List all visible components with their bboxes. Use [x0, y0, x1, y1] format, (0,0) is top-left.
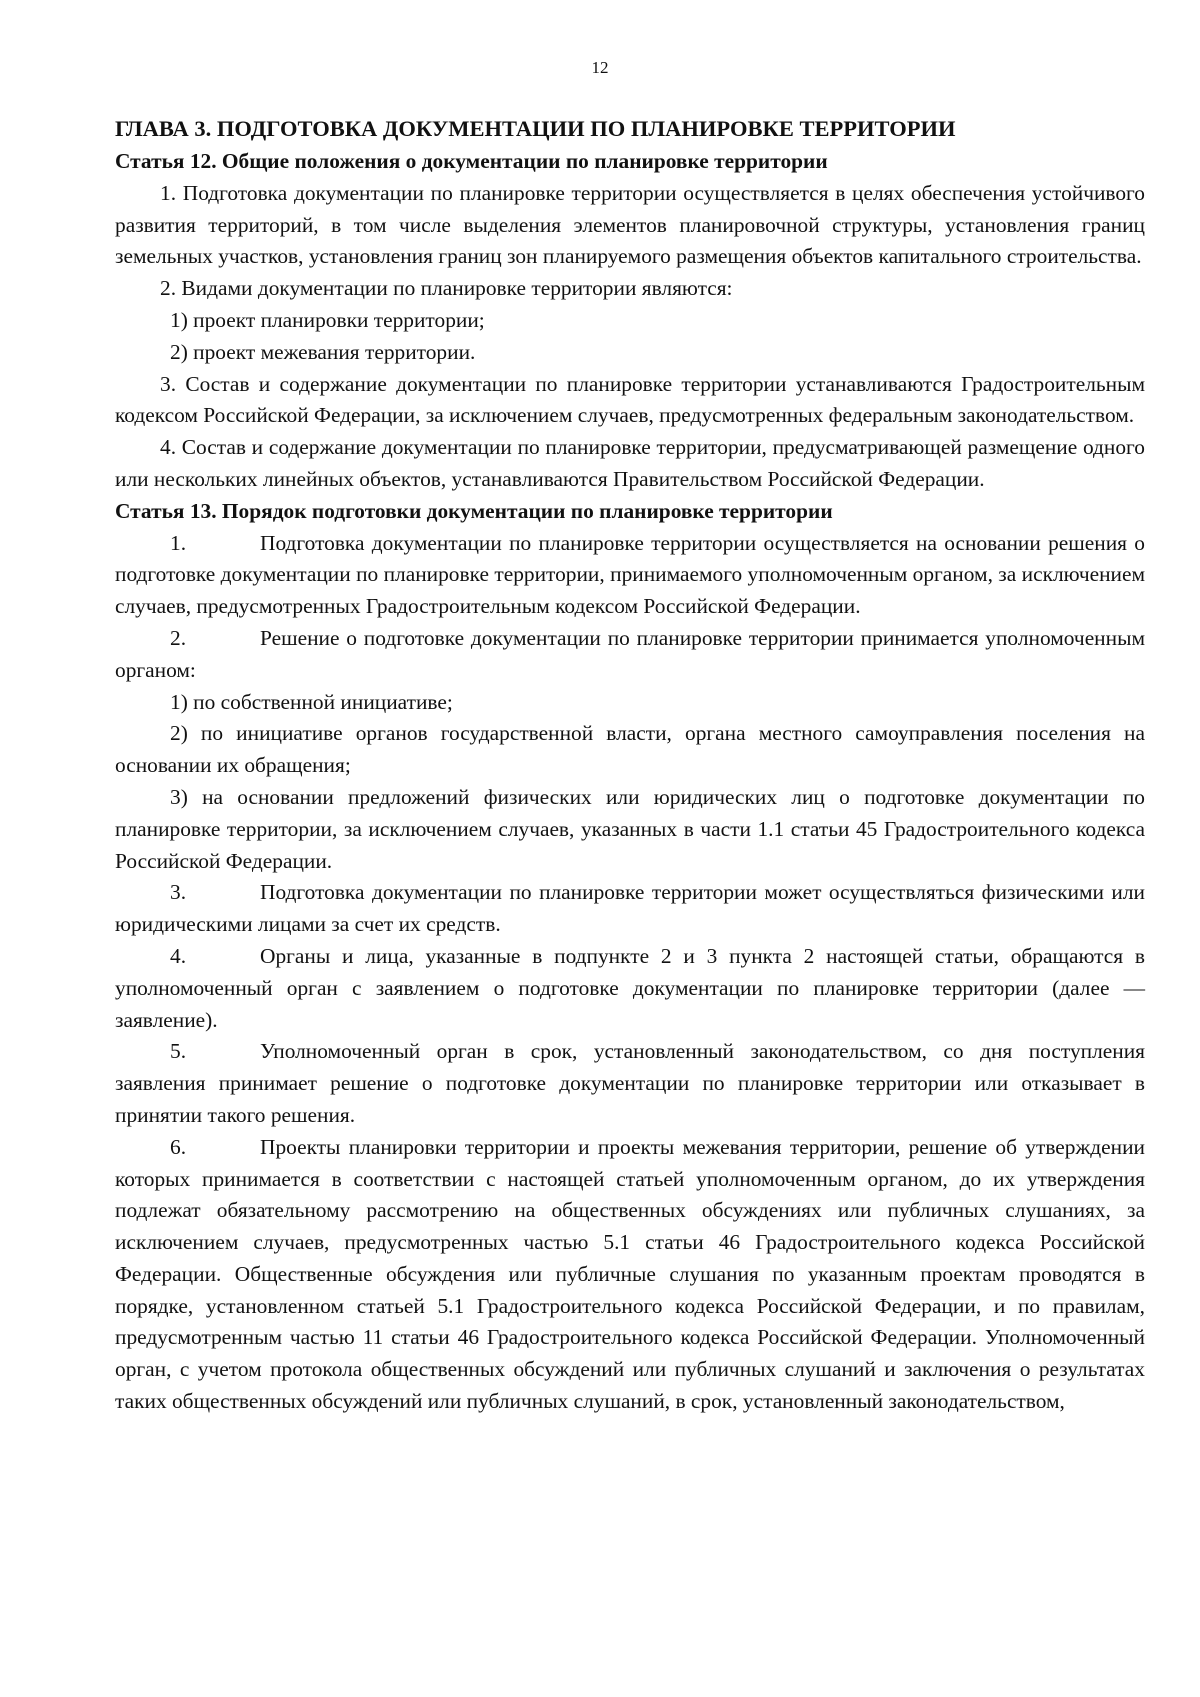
article-12-title: Статья 12. Общие положения о документации по планировке территории: [115, 149, 828, 173]
article-12-list-item-2: 2) проект межевания территории.: [170, 339, 476, 364]
paragraph-number: 6.: [170, 1134, 187, 1159]
paragraph-number: 5.: [170, 1039, 187, 1064]
article-12-paragraph-1: 1. Подготовка документации по планировке территории осуществляется в целях обеспечения устойчивого развития территорий, в том числе выделения элементов планировочной структуры, установления границ земельных участков, установления границ зон планируемого размещения объектов капитального строительства.: [115, 180, 1145, 269]
article-13-paragraph-6: [115, 1132, 1145, 1418]
paragraph-number: 2.: [170, 625, 187, 650]
paragraph-number: 3.: [170, 880, 187, 905]
paragraph-text: Подготовка документации по планировке территории может осуществляться физическими или юридическими лицами за счет их средств.: [115, 880, 1145, 937]
article-13-paragraph-3: [115, 877, 1145, 941]
article-13-paragraph-4: [115, 941, 1145, 1036]
article-12-paragraph-3: 3. Состав и содержание документации по планировке территории устанавливаются Градостроительным кодексом Российской Федерации, за исключением случаев, предусмотренных федеральным законодательством.: [115, 371, 1145, 428]
article-12-paragraph-2: 2. Видами документации по планировке территории являются:: [160, 276, 733, 301]
article-13-list-item-2: 2) по инициативе органов государственной власти, органа местного самоуправления поселения на основании их обращения;: [115, 721, 1145, 778]
article-13-list-item-1: 1) по собственной инициативе;: [170, 689, 453, 714]
paragraph-number: 1.: [170, 530, 187, 555]
article-13-paragraph-2: [115, 623, 1145, 687]
article-13-paragraph-5: [115, 1036, 1145, 1131]
article-13-title: Статья 13. Порядок подготовки документации по планировке территории: [115, 498, 833, 523]
paragraph-text: Решение о подготовке документации по планировке территории принимается уполномоченным органом:: [115, 625, 1145, 682]
article-12-paragraph-4: 4. Состав и содержание документации по планировке территории, предусматривающей размещение одного или нескольких линейных объектов, устанавливаются Правительством Российской Федерации.: [115, 435, 1145, 491]
paragraph-text: Уполномоченный орган в срок, установленный законодательством, со дня поступления заявления принимает решение о подготовке документации по планировке территории или отказывает в принятии такого решения.: [115, 1039, 1145, 1127]
page-number: 12: [591, 58, 609, 77]
chapter-title: ГЛАВА 3. ПОДГОТОВКА ДОКУМЕНТАЦИИ ПО ПЛАНИРОВКЕ ТЕРРИТОРИИ: [115, 116, 956, 141]
article-12-list-item-1: 1) проект планировки территории;: [170, 307, 485, 332]
document-body: [115, 112, 1145, 1418]
article-13-list-item-3: 3) на основании предложений физических или юридических лиц о подготовке документации по планировке территории, за исключением случаев, указанных в части 1.1 статьи 45 Градостроительного кодекса Российской Федерации.: [115, 784, 1145, 873]
paragraph-text: Проекты планировки территории и проекты межевания территории, решение об утверждении которых принимается в соответствии с настоящей статьей уполномоченным органом, до их утверждения подлежат обязательному рассмотрению на общественных обсуждениях или публичных слушаниях, за исключением случаев, предусмотренных частью 5.1 статьи 46 Градостроительного кодекса Российской Федерации. Общественные обсуждения или публичные слушания по указанным проектам проводятся в порядке, установленном статьей 5.1 Градостроительного кодекса Российской Федерации, и по правилам, предусмотренным частью 11 статьи 46 Градостроительного кодекса Российской Федерации. Уполномоченный орган, с учетом протокола общественных обсуждений или публичных слушаний и заключения о результатах таких общественных обсуждений или публичных слушаний, в срок, установленный законодательством,: [115, 1134, 1145, 1414]
paragraph-text: Подготовка документации по планировке территории осуществляется на основании решения о подготовке документации по планировке территории, принимаемого уполномоченным органом, за исключением случаев, предусмотренных Градостроительным кодексом Российской Федерации.: [115, 530, 1145, 619]
article-13-paragraph-1: [115, 528, 1145, 623]
paragraph-text: Органы и лица, указанные в подпункте 2 и 3 пункта 2 настоящей статьи, обращаются в уполномоченный орган с заявлением о подготовке документации по планировке территории (далее — заявление).: [115, 943, 1145, 1032]
paragraph-number: 4.: [170, 943, 187, 968]
